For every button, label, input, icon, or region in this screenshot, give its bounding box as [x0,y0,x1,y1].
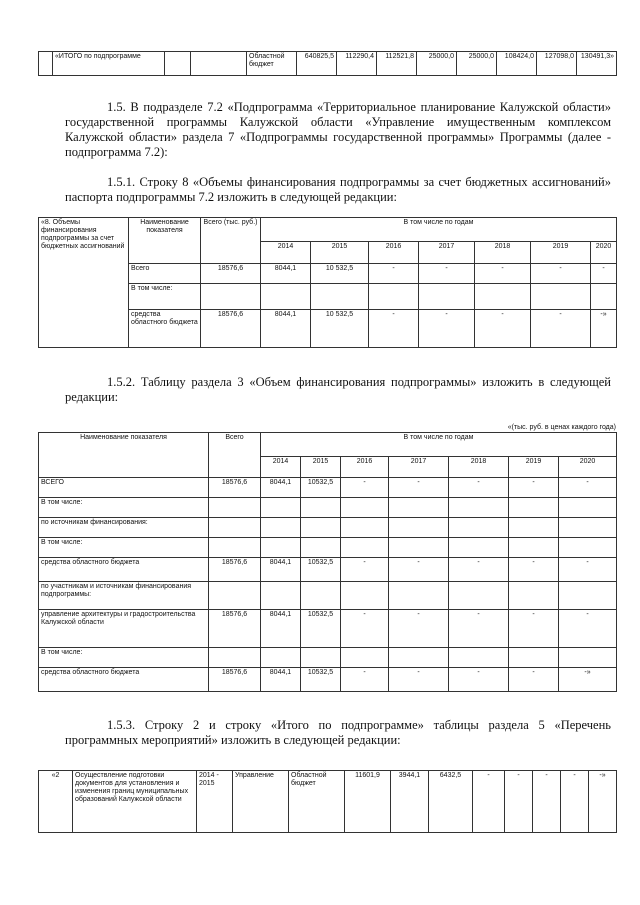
year-header: 2020 [591,242,617,264]
activity-value: 6432,5 [429,771,473,833]
top-total-table [38,51,617,76]
year-header: 2016 [369,242,419,264]
top-row-value: 112290,4 [337,52,377,76]
table-row: В том числе: [39,498,617,518]
table-row: ВСЕГО 18576,6 8044,1 10532,5 - - - - - [39,478,617,498]
year-header: 2016 [341,457,389,478]
paragraph-1-5-1: 1.5.1. Строку 8 «Объемы финансирования подпрограммы за счет бюджетных ассигнований» паспорта подпрограммы 7.2 изложить в следующей редакции: [65,175,611,204]
header-name: Наименование показателя [129,218,201,264]
subprogram-funding-table [38,432,617,692]
activity-value: 11601,9 [345,771,391,833]
header-years: В том числе по годам [261,433,617,457]
table-row: В том числе: [39,284,617,310]
top-row-value: 108424,0 [497,52,537,76]
top-row-value: 112521,8 [377,52,417,76]
header-years: В том числе по годам [261,218,617,242]
activity-number: «2 [39,771,73,833]
year-header: 2020 [559,457,617,478]
top-row-value: 25000,0 [457,52,497,76]
year-header: 2014 [261,242,311,264]
top-row-name: «ИТОГО по подпрограмме [53,52,165,76]
table-row: по источникам финансирования: [39,518,617,538]
activity-value: - [533,771,561,833]
year-header: 2015 [301,457,341,478]
table-row: средства областного бюджета 18576,6 8044,1 10 532,5 - - - - -» [39,310,617,348]
year-header: 2019 [531,242,591,264]
table-row: В том числе: [39,648,617,668]
activity-value: - [561,771,589,833]
activity-name: Осуществление подготовки документов для установления и изменения границ муниципальных образований Калужской области [73,771,197,833]
year-header: 2019 [509,457,559,478]
units-note: «(тыс. руб. в ценах каждого года) [507,424,616,431]
activity-value: - [505,771,533,833]
table-row [39,771,617,833]
table-row: Всего 18576,6 8044,1 10 532,5 - - - - - [39,264,617,284]
table-row: по участникам и источникам финансирования подпрограммы: [39,582,617,610]
passport-row-title: «8. Объемы финансирования подпрограммы за счет бюджетных ассигнований [39,218,129,348]
top-row-value: 130491,3» [577,52,617,76]
activity-executor: Управление [233,771,289,833]
activity-value: - [473,771,505,833]
header-total: Всего (тыс. руб.) [201,218,261,264]
header-total: Всего [209,433,261,478]
paragraph-1-5: 1.5. В подразделе 7.2 «Подпрограмма «Территориальное планирование Калужской области» государственной программы Калужской области «Управление имущественным комплексом Калужской области» раздела 7 «Подпрограммы государственной программы» Программы (далее - подпрограмма 7.2): [65,100,611,159]
paragraph-1-5-3: 1.5.3. Строку 2 и строку «Итого по подпрограмме» таблицы раздела 5 «Перечень программных мероприятий» изложить в следующей редакции: [65,718,611,747]
activity-source: Областной бюджет [289,771,345,833]
year-header: 2017 [389,457,449,478]
top-row-value: 127098,0 [537,52,577,76]
activity-value: 3944,1 [391,771,429,833]
paragraph-1-5-2: 1.5.2. Таблицу раздела 3 «Объем финансирования подпрограммы» изложить в следующей редакции: [65,375,611,404]
table-row: средства областного бюджета 18576,6 8044,1 10532,5 - - - - - [39,558,617,582]
top-row-value: 640825,5 [297,52,337,76]
table-row: средства областного бюджета 18576,6 8044,1 10532,5 - - - - -» [39,668,617,692]
activity-value: -» [589,771,617,833]
top-row-source: Областной бюджет [247,52,297,76]
top-row-num [39,52,53,76]
activities-table [38,770,617,833]
year-header: 2017 [419,242,475,264]
year-header: 2015 [311,242,369,264]
year-header: 2014 [261,457,301,478]
top-row-value: 25000,0 [417,52,457,76]
year-header: 2018 [475,242,531,264]
header-name: Наименование показателя [39,433,209,478]
passport-funding-table [38,217,617,348]
year-header: 2018 [449,457,509,478]
table-row: В том числе: [39,538,617,558]
activity-period: 2014 - 2015 [197,771,233,833]
table-row: управление архитектуры и градостроительства Калужской области 18576,6 8044,1 10532,5 - - - - - [39,610,617,648]
